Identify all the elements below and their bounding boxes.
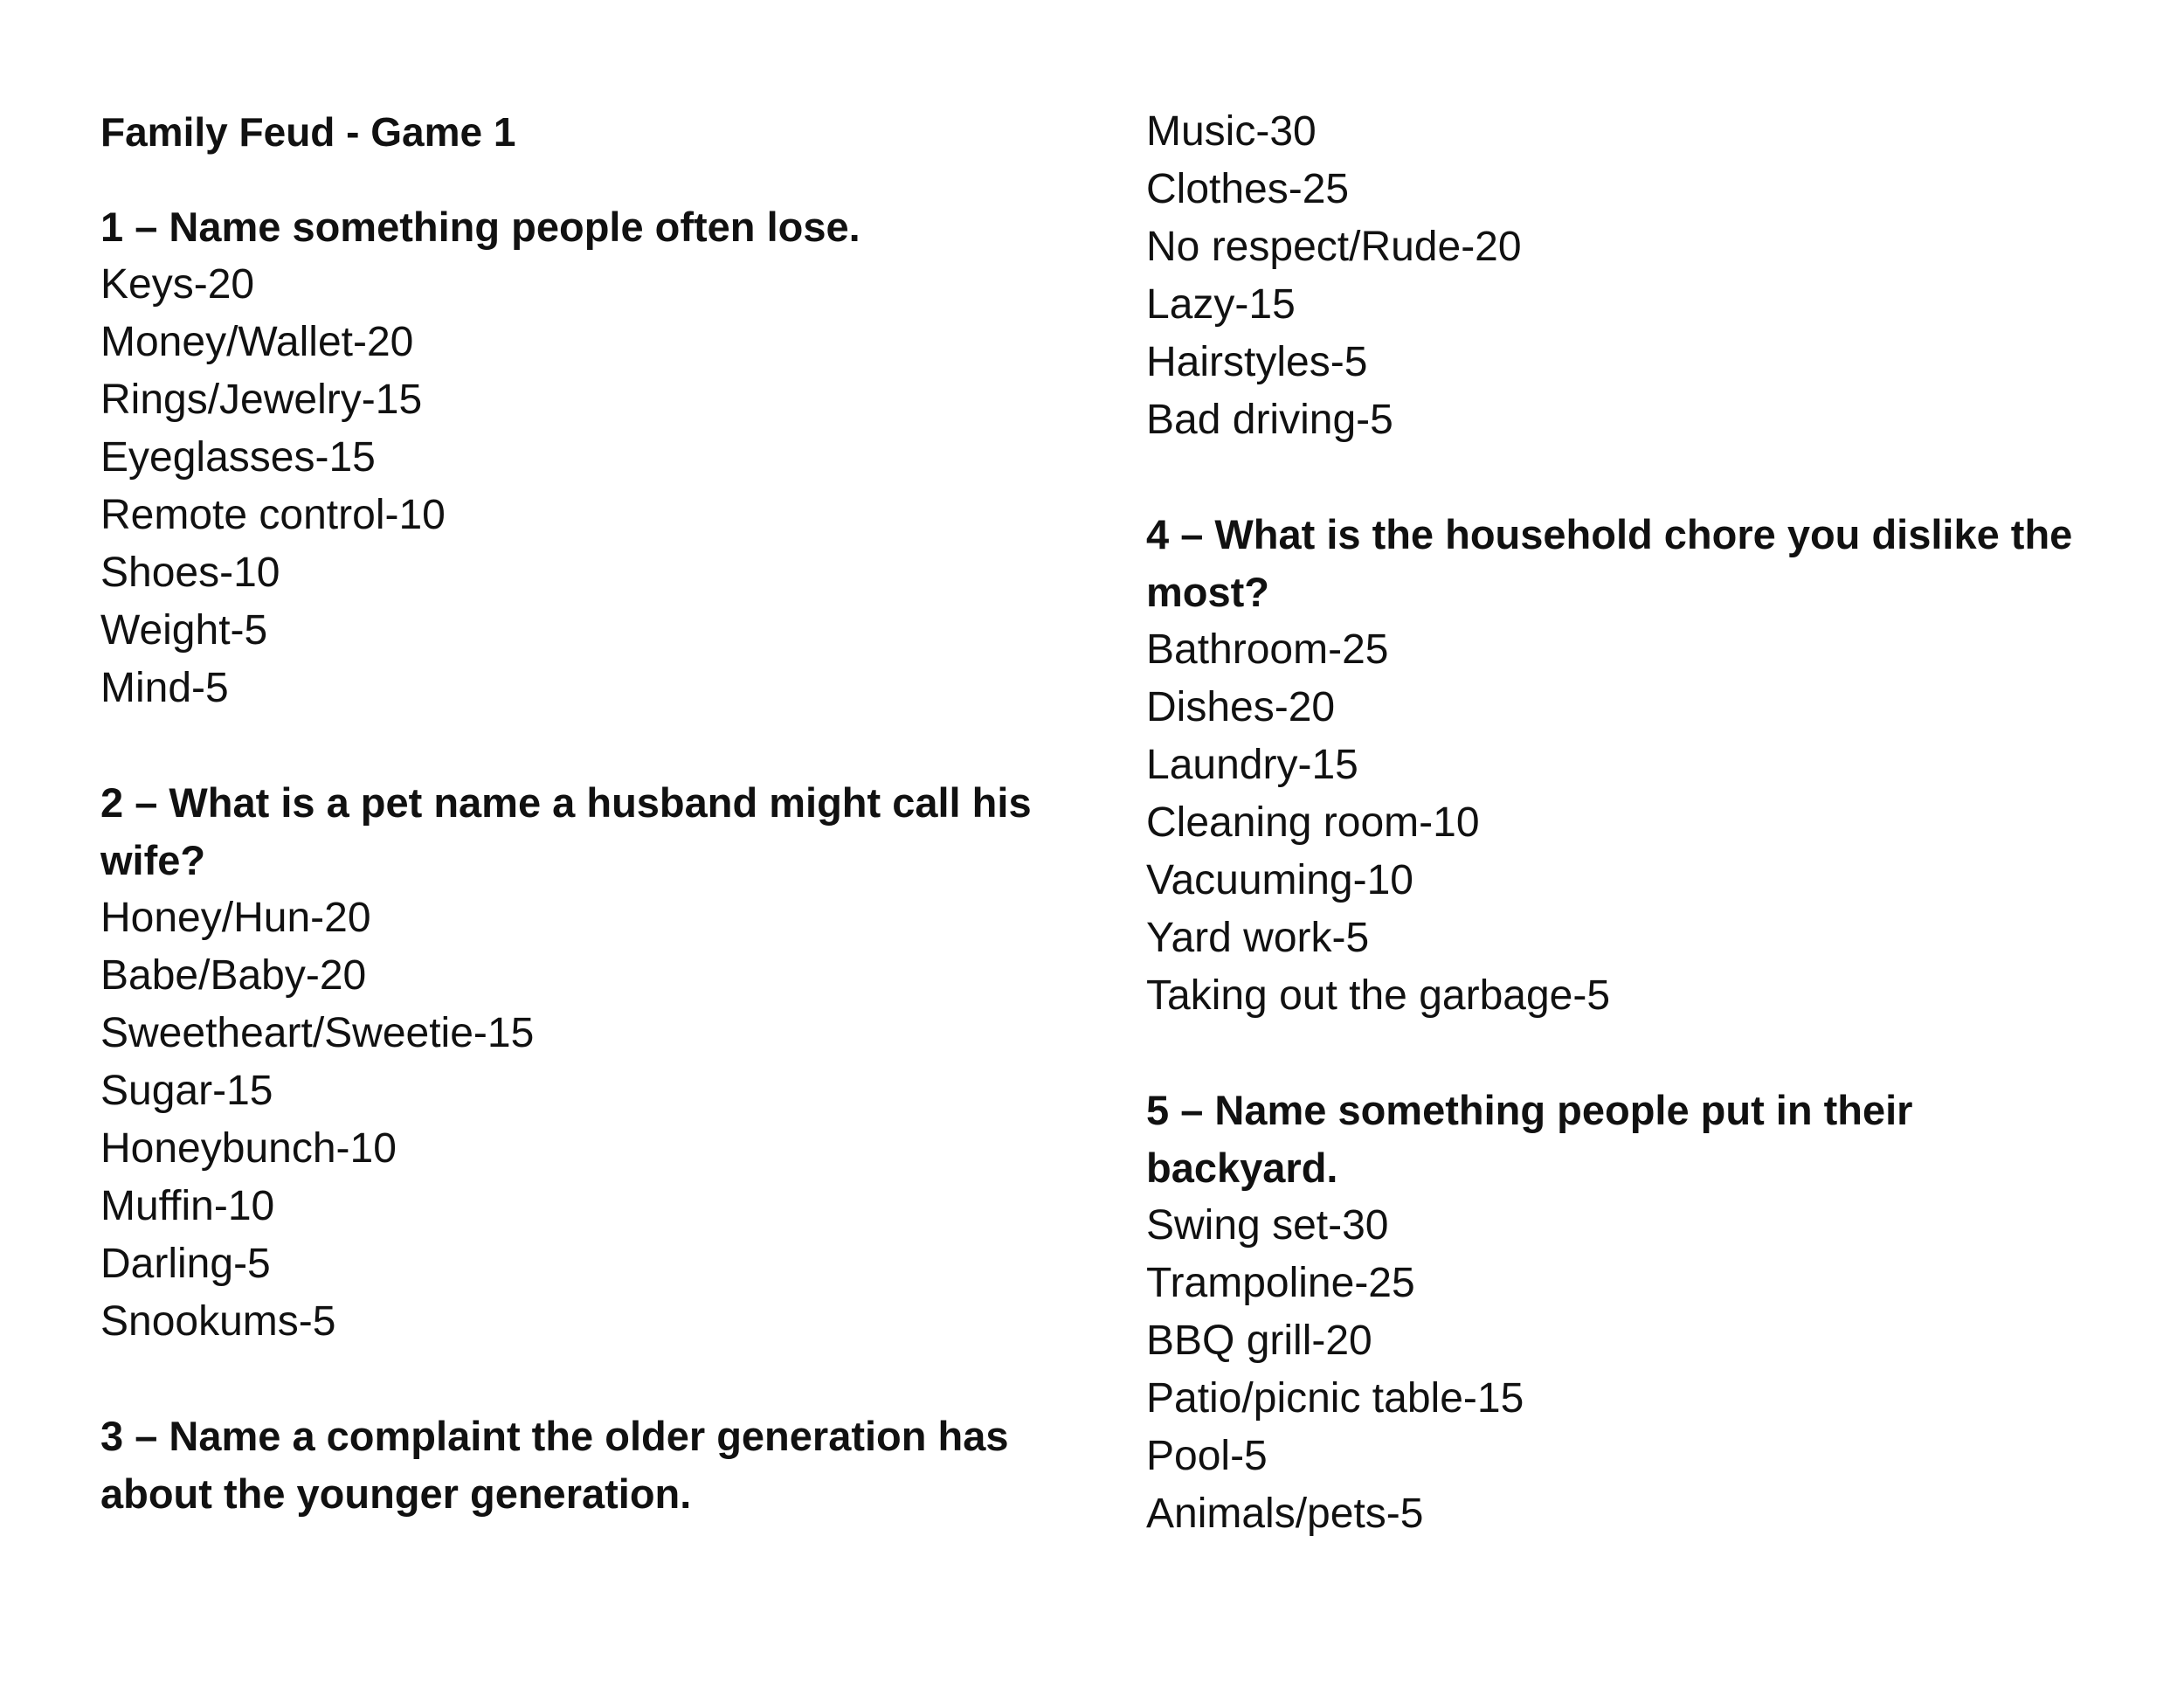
left-column bbox=[100, 103, 1079, 1523]
answer-item: Clothes-25 bbox=[1146, 166, 1350, 212]
question-3 bbox=[100, 1408, 1079, 1523]
spacer bbox=[100, 717, 1079, 774]
answer-item: Darling-5 bbox=[100, 1241, 271, 1287]
answer-list bbox=[1146, 103, 2125, 449]
answer-item: Lazy-15 bbox=[1146, 281, 1296, 328]
answer-item: BBQ grill-20 bbox=[1146, 1318, 1372, 1364]
answer-item: Sweetheart/Sweetie-15 bbox=[100, 1010, 535, 1056]
answer-item: Animals/pets-5 bbox=[1146, 1491, 1424, 1537]
question-3-continued bbox=[1146, 103, 2125, 449]
answer-list bbox=[1146, 621, 2125, 1025]
answer-item: Shoes-10 bbox=[100, 550, 280, 596]
spacer bbox=[1146, 1025, 2125, 1082]
answer-list bbox=[100, 256, 1079, 717]
answer-item: Taking out the garbage-5 bbox=[1146, 972, 1611, 1019]
question-5-heading bbox=[1146, 1082, 2125, 1197]
question-text-line: backyard. bbox=[1146, 1145, 1338, 1191]
question-2 bbox=[100, 774, 1079, 1351]
spacer bbox=[1146, 449, 2125, 506]
answer-item: Eyeglasses-15 bbox=[100, 434, 376, 481]
answer-item: Laundry-15 bbox=[1146, 742, 1358, 788]
answer-item: Dishes-20 bbox=[1146, 684, 1336, 730]
question-2-heading bbox=[100, 774, 1079, 889]
answer-item: Bad driving-5 bbox=[1146, 397, 1393, 443]
answer-item: Weight-5 bbox=[100, 607, 268, 654]
answer-item: Cleaning room-10 bbox=[1146, 799, 1480, 846]
answer-item: Honey/Hun-20 bbox=[100, 895, 371, 941]
question-text-line: about the younger generation. bbox=[100, 1470, 692, 1517]
answer-item: Hairstyles-5 bbox=[1146, 339, 1368, 385]
answer-item: Sugar-15 bbox=[100, 1068, 273, 1114]
question-text-line: 4 – What is the household chore you dislike the bbox=[1146, 511, 2073, 557]
answer-item: Remote control-10 bbox=[100, 492, 446, 538]
answer-list bbox=[100, 889, 1079, 1351]
question-4 bbox=[1146, 506, 2125, 1025]
answer-item: Pool-5 bbox=[1146, 1433, 1268, 1479]
question-5 bbox=[1146, 1082, 2125, 1543]
question-text-line: most? bbox=[1146, 569, 1269, 615]
question-text-line: 1 – Name something people often lose. bbox=[100, 204, 860, 250]
answer-item: Patio/picnic table-15 bbox=[1146, 1375, 1524, 1422]
spacer bbox=[100, 1351, 1079, 1408]
answer-item: Bathroom-25 bbox=[1146, 626, 1389, 673]
answer-list bbox=[1146, 1197, 2125, 1543]
answer-item: Vacuuming-10 bbox=[1146, 857, 1413, 903]
answer-item: Yard work-5 bbox=[1146, 915, 1370, 961]
answer-item: Money/Wallet-20 bbox=[100, 319, 414, 365]
question-3-heading bbox=[100, 1408, 1079, 1523]
question-4-heading bbox=[1146, 506, 2125, 621]
answer-item: Mind-5 bbox=[100, 665, 229, 711]
answer-item: Keys-20 bbox=[100, 261, 255, 308]
right-column bbox=[1146, 103, 2125, 1543]
document-title: Family Feud - Game 1 bbox=[100, 109, 516, 155]
answer-item: Muffin-10 bbox=[100, 1183, 275, 1229]
question-1 bbox=[100, 198, 1079, 717]
answer-item: Rings/Jewelry-15 bbox=[100, 377, 423, 423]
answer-item: Honeybunch-10 bbox=[100, 1125, 397, 1172]
answer-item: Babe/Baby-20 bbox=[100, 952, 367, 999]
question-text-line: wife? bbox=[100, 837, 206, 883]
question-text-line: 2 – What is a pet name a husband might call his bbox=[100, 779, 1032, 826]
question-1-heading bbox=[100, 198, 1079, 256]
question-text-line: 5 – Name something people put in their bbox=[1146, 1087, 1913, 1133]
answer-item: No respect/Rude-20 bbox=[1146, 224, 1522, 270]
question-text-line: 3 – Name a complaint the older generation has bbox=[100, 1413, 1009, 1459]
answer-item: Swing set-30 bbox=[1146, 1202, 1389, 1249]
answer-item: Music-30 bbox=[1146, 108, 1317, 155]
answer-item: Snookums-5 bbox=[100, 1298, 336, 1345]
answer-item: Trampoline-25 bbox=[1146, 1260, 1415, 1306]
